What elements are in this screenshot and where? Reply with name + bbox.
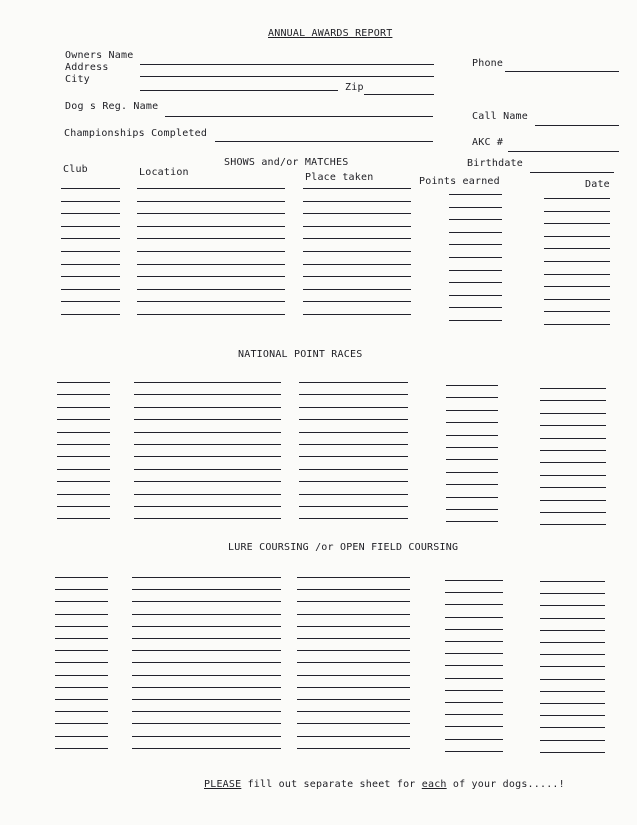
shows-row-line[interactable] xyxy=(61,201,120,202)
lure-row-line[interactable] xyxy=(132,650,281,651)
shows-row-line[interactable] xyxy=(449,244,502,245)
footer-note xyxy=(204,779,565,791)
national-row-line[interactable] xyxy=(57,382,110,383)
lure-row-line[interactable] xyxy=(132,601,281,602)
shows-row-line[interactable] xyxy=(449,282,502,283)
column-club: Club xyxy=(63,164,88,175)
national-row-line[interactable] xyxy=(57,518,110,519)
shows-row-line[interactable] xyxy=(61,213,120,214)
lure-row-line[interactable] xyxy=(445,604,503,605)
lure-row-line[interactable] xyxy=(297,699,410,700)
national-row-line[interactable] xyxy=(57,432,110,433)
national-row-line[interactable] xyxy=(134,382,281,383)
lure-row-line[interactable] xyxy=(297,736,410,737)
city-field[interactable] xyxy=(140,90,338,91)
lure-row-line[interactable] xyxy=(297,614,410,615)
national-row-line[interactable] xyxy=(57,469,110,470)
championships-field[interactable] xyxy=(215,141,433,142)
column-place-taken: Place taken xyxy=(305,172,374,183)
lure-row-line[interactable] xyxy=(540,593,605,594)
lure-row-line[interactable] xyxy=(445,739,503,740)
national-row-line[interactable] xyxy=(57,494,110,495)
national-row-line[interactable] xyxy=(540,512,606,513)
national-row-line[interactable] xyxy=(446,447,498,448)
shows-row-line[interactable] xyxy=(544,198,610,199)
national-row-line[interactable] xyxy=(57,444,110,445)
lure-row-line[interactable] xyxy=(445,580,503,581)
lure-row-line[interactable] xyxy=(445,702,503,703)
column-date: Date xyxy=(585,179,610,190)
call-name-label: Call Name xyxy=(472,111,528,122)
shows-row-line[interactable] xyxy=(544,236,610,237)
lure-row-line[interactable] xyxy=(132,687,281,688)
national-row-line[interactable] xyxy=(446,410,498,411)
dogs-reg-name-label: Dog s Reg. Name xyxy=(65,101,159,112)
lure-row-line[interactable] xyxy=(55,662,108,663)
shows-row-line[interactable] xyxy=(544,286,610,287)
national-row-line[interactable] xyxy=(446,472,498,473)
championships-label: Championships Completed xyxy=(64,128,208,139)
form-title: ANNUAL AWARDS REPORT xyxy=(268,28,393,39)
lure-row-line[interactable] xyxy=(132,662,281,663)
shows-matches-title: SHOWS and/or MATCHES xyxy=(224,157,349,168)
lure-row-line[interactable] xyxy=(55,626,108,627)
owners-name-field[interactable] xyxy=(140,64,434,65)
lure-row-line[interactable] xyxy=(445,714,503,715)
phone-field[interactable] xyxy=(505,71,619,72)
national-row-line[interactable] xyxy=(299,456,408,457)
shows-row-line[interactable] xyxy=(449,232,502,233)
national-row-line[interactable] xyxy=(134,494,281,495)
national-row-line[interactable] xyxy=(540,388,606,389)
footer-end: of your dogs.....! xyxy=(452,779,565,790)
lure-row-line[interactable] xyxy=(540,715,605,716)
city-label: City xyxy=(65,74,90,85)
lure-row-line[interactable] xyxy=(297,675,410,676)
lure-row-line[interactable] xyxy=(55,589,108,590)
national-row-line[interactable] xyxy=(134,456,281,457)
national-row-line[interactable] xyxy=(540,524,606,525)
lure-row-line[interactable] xyxy=(540,642,605,643)
column-location: Location xyxy=(139,167,189,178)
national-row-line[interactable] xyxy=(57,419,110,420)
shows-row-line[interactable] xyxy=(61,314,120,315)
national-row-line[interactable] xyxy=(134,518,281,519)
lure-row-line[interactable] xyxy=(445,726,503,727)
akc-field[interactable] xyxy=(508,151,619,152)
lure-row-line[interactable] xyxy=(540,691,605,692)
lure-row-line[interactable] xyxy=(540,618,605,619)
shows-row-line[interactable] xyxy=(544,324,610,325)
shows-row-line[interactable] xyxy=(61,238,120,239)
lure-row-line[interactable] xyxy=(445,751,503,752)
lure-row-line[interactable] xyxy=(55,577,108,578)
shows-row-line[interactable] xyxy=(544,311,610,312)
national-row-line[interactable] xyxy=(299,394,408,395)
national-row-line[interactable] xyxy=(299,432,408,433)
shows-row-line[interactable] xyxy=(137,264,285,265)
column-points-earned: Points earned xyxy=(419,176,500,187)
birthdate-label: Birthdate xyxy=(467,158,523,169)
national-row-line[interactable] xyxy=(299,469,408,470)
national-row-line[interactable] xyxy=(134,469,281,470)
lure-row-line[interactable] xyxy=(540,666,605,667)
shows-row-line[interactable] xyxy=(137,238,285,239)
lure-row-line[interactable] xyxy=(540,605,605,606)
lure-row-line[interactable] xyxy=(297,748,410,749)
shows-row-line[interactable] xyxy=(303,314,411,315)
lure-row-line[interactable] xyxy=(297,577,410,578)
national-row-line[interactable] xyxy=(57,394,110,395)
shows-row-line[interactable] xyxy=(137,314,285,315)
lure-row-line[interactable] xyxy=(132,699,281,700)
lure-row-line[interactable] xyxy=(55,723,108,724)
shows-row-line[interactable] xyxy=(303,264,411,265)
shows-row-line[interactable] xyxy=(61,301,120,302)
shows-row-line[interactable] xyxy=(303,238,411,239)
national-row-line[interactable] xyxy=(540,487,606,488)
lure-row-line[interactable] xyxy=(132,614,281,615)
lure-row-line[interactable] xyxy=(540,727,605,728)
shows-row-line[interactable] xyxy=(544,223,610,224)
national-row-line[interactable] xyxy=(134,419,281,420)
national-row-line[interactable] xyxy=(134,506,281,507)
national-row-line[interactable] xyxy=(446,521,498,522)
shows-row-line[interactable] xyxy=(449,194,502,195)
lure-row-line[interactable] xyxy=(55,638,108,639)
national-row-line[interactable] xyxy=(540,438,606,439)
shows-row-line[interactable] xyxy=(137,213,285,214)
national-row-line[interactable] xyxy=(57,481,110,482)
lure-row-line[interactable] xyxy=(445,592,503,593)
shows-row-line[interactable] xyxy=(544,211,610,212)
footer-middle: fill out separate sheet for xyxy=(247,779,416,790)
lure-row-line[interactable] xyxy=(445,678,503,679)
national-row-line[interactable] xyxy=(446,484,498,485)
lure-row-line[interactable] xyxy=(540,703,605,704)
lure-row-line[interactable] xyxy=(55,711,108,712)
shows-row-line[interactable] xyxy=(544,274,610,275)
national-row-line[interactable] xyxy=(446,435,498,436)
national-point-races-title: NATIONAL POINT RACES xyxy=(238,349,363,360)
national-row-line[interactable] xyxy=(540,475,606,476)
national-row-line[interactable] xyxy=(134,432,281,433)
zip-label: Zip xyxy=(345,82,364,93)
national-row-line[interactable] xyxy=(134,394,281,395)
lure-row-line[interactable] xyxy=(297,723,410,724)
lure-row-line[interactable] xyxy=(297,626,410,627)
lure-row-line[interactable] xyxy=(132,748,281,749)
national-row-line[interactable] xyxy=(299,382,408,383)
lure-row-line[interactable] xyxy=(132,736,281,737)
lure-row-line[interactable] xyxy=(297,687,410,688)
shows-row-line[interactable] xyxy=(137,301,285,302)
shows-row-line[interactable] xyxy=(137,251,285,252)
dogs-reg-name-field[interactable] xyxy=(165,116,433,117)
shows-row-line[interactable] xyxy=(303,251,411,252)
lure-row-line[interactable] xyxy=(297,650,410,651)
national-row-line[interactable] xyxy=(540,413,606,414)
national-row-line[interactable] xyxy=(134,444,281,445)
shows-row-line[interactable] xyxy=(61,289,120,290)
footer-each: each xyxy=(421,779,447,790)
national-row-line[interactable] xyxy=(299,506,408,507)
shows-row-line[interactable] xyxy=(544,261,610,262)
lure-row-line[interactable] xyxy=(55,736,108,737)
lure-row-line[interactable] xyxy=(55,687,108,688)
address-field[interactable] xyxy=(140,76,434,77)
lure-row-line[interactable] xyxy=(445,690,503,691)
shows-row-line[interactable] xyxy=(449,307,502,308)
national-row-line[interactable] xyxy=(446,422,498,423)
akc-label: AKC # xyxy=(472,137,504,148)
phone-label: Phone xyxy=(472,58,504,69)
national-row-line[interactable] xyxy=(57,456,110,457)
lure-row-line[interactable] xyxy=(132,638,281,639)
shows-row-line[interactable] xyxy=(544,248,610,249)
lure-row-line[interactable] xyxy=(297,601,410,602)
lure-coursing-title: LURE COURSING /or OPEN FIELD COURSING xyxy=(228,542,459,553)
national-row-line[interactable] xyxy=(540,450,606,451)
lure-row-line[interactable] xyxy=(132,675,281,676)
shows-row-line[interactable] xyxy=(61,264,120,265)
lure-row-line[interactable] xyxy=(445,629,503,630)
shows-row-line[interactable] xyxy=(449,207,502,208)
shows-row-line[interactable] xyxy=(544,299,610,300)
owners-name-label: Owners Name xyxy=(65,50,134,61)
national-row-line[interactable] xyxy=(57,506,110,507)
shows-row-line[interactable] xyxy=(137,226,285,227)
lure-row-line[interactable] xyxy=(540,679,605,680)
lure-row-line[interactable] xyxy=(55,614,108,615)
lure-row-line[interactable] xyxy=(445,665,503,666)
national-row-line[interactable] xyxy=(446,397,498,398)
lure-row-line[interactable] xyxy=(132,589,281,590)
lure-row-line[interactable] xyxy=(540,740,605,741)
national-row-line[interactable] xyxy=(446,497,498,498)
lure-row-line[interactable] xyxy=(297,662,410,663)
lure-row-line[interactable] xyxy=(132,723,281,724)
national-row-line[interactable] xyxy=(299,481,408,482)
lure-row-line[interactable] xyxy=(55,675,108,676)
national-row-line[interactable] xyxy=(540,462,606,463)
national-row-line[interactable] xyxy=(299,419,408,420)
lure-row-line[interactable] xyxy=(540,581,605,582)
shows-row-line[interactable] xyxy=(449,257,502,258)
shows-row-line[interactable] xyxy=(303,276,411,277)
shows-row-line[interactable] xyxy=(137,188,285,189)
lure-row-line[interactable] xyxy=(132,711,281,712)
shows-row-line[interactable] xyxy=(449,320,502,321)
lure-row-line[interactable] xyxy=(132,577,281,578)
shows-row-line[interactable] xyxy=(61,226,120,227)
national-row-line[interactable] xyxy=(299,518,408,519)
footer-please: PLEASE xyxy=(204,779,242,790)
zip-field[interactable] xyxy=(364,94,434,95)
lure-row-line[interactable] xyxy=(55,748,108,749)
birthdate-field[interactable] xyxy=(530,172,614,173)
shows-row-line[interactable] xyxy=(61,251,120,252)
call-name-field[interactable] xyxy=(535,125,619,126)
shows-row-line[interactable] xyxy=(303,289,411,290)
shows-row-line[interactable] xyxy=(137,201,285,202)
shows-row-line[interactable] xyxy=(137,289,285,290)
lure-row-line[interactable] xyxy=(297,711,410,712)
shows-row-line[interactable] xyxy=(449,219,502,220)
national-row-line[interactable] xyxy=(299,494,408,495)
shows-row-line[interactable] xyxy=(303,213,411,214)
shows-row-line[interactable] xyxy=(303,188,411,189)
national-row-line[interactable] xyxy=(446,459,498,460)
lure-row-line[interactable] xyxy=(55,650,108,651)
lure-row-line[interactable] xyxy=(132,626,281,627)
lure-row-line[interactable] xyxy=(55,601,108,602)
national-row-line[interactable] xyxy=(446,509,498,510)
national-row-line[interactable] xyxy=(446,385,498,386)
shows-row-line[interactable] xyxy=(61,276,120,277)
shows-row-line[interactable] xyxy=(449,270,502,271)
address-label: Address xyxy=(65,62,109,73)
lure-row-line[interactable] xyxy=(540,654,605,655)
lure-row-line[interactable] xyxy=(297,589,410,590)
national-row-line[interactable] xyxy=(299,407,408,408)
shows-row-line[interactable] xyxy=(449,295,502,296)
national-row-line[interactable] xyxy=(540,425,606,426)
national-row-line[interactable] xyxy=(299,444,408,445)
national-row-line[interactable] xyxy=(134,481,281,482)
shows-row-line[interactable] xyxy=(303,301,411,302)
lure-row-line[interactable] xyxy=(297,638,410,639)
shows-row-line[interactable] xyxy=(61,188,120,189)
lure-row-line[interactable] xyxy=(540,630,605,631)
lure-row-line[interactable] xyxy=(445,617,503,618)
shows-row-line[interactable] xyxy=(303,201,411,202)
national-row-line[interactable] xyxy=(540,500,606,501)
national-row-line[interactable] xyxy=(57,407,110,408)
lure-row-line[interactable] xyxy=(540,752,605,753)
lure-row-line[interactable] xyxy=(55,699,108,700)
national-row-line[interactable] xyxy=(134,407,281,408)
lure-row-line[interactable] xyxy=(445,641,503,642)
national-row-line[interactable] xyxy=(540,400,606,401)
shows-row-line[interactable] xyxy=(137,276,285,277)
shows-row-line[interactable] xyxy=(303,226,411,227)
lure-row-line[interactable] xyxy=(445,653,503,654)
